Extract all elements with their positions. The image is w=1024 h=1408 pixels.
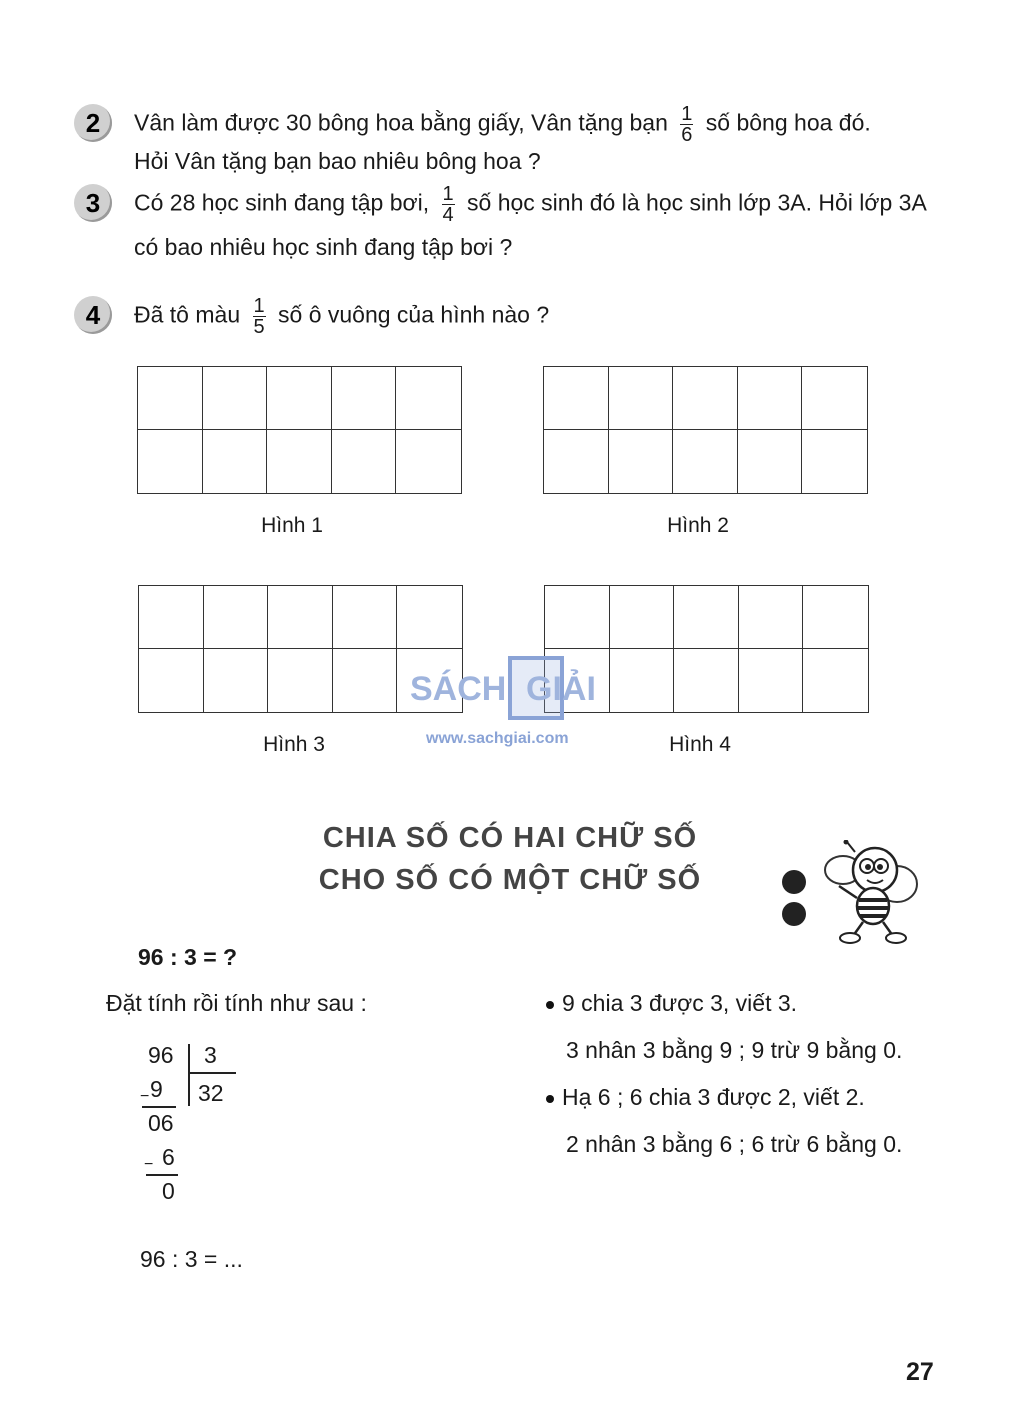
grid-figure-2 <box>543 366 868 494</box>
remainder-1: 06 <box>148 1110 174 1136</box>
subtraction-line-1 <box>142 1106 176 1108</box>
grid-cell <box>738 367 803 430</box>
grid-cell <box>544 430 609 493</box>
fraction-numerator: 1 <box>442 183 454 205</box>
grid-cell <box>204 586 269 649</box>
figure-label-2: Hình 2 <box>667 514 729 537</box>
long-division <box>140 1040 250 1210</box>
grid-cell <box>396 367 461 430</box>
grid-cell <box>803 586 868 649</box>
grid-cell <box>610 649 675 712</box>
exercise-line1-pre: Có 28 học sinh đang tập bơi, <box>134 189 430 216</box>
watermark-url: www.sachgiai.com <box>426 730 569 747</box>
figure-label-4: Hình 4 <box>669 733 731 756</box>
grid-cell <box>673 367 738 430</box>
exercise-line1-pre: Vân làm được 30 bông hoa bằng giấy, Vân tặng bạn <box>134 109 668 136</box>
page-number: 27 <box>906 1358 934 1386</box>
grid-cell <box>333 586 398 649</box>
grid-cell <box>332 430 397 493</box>
grid-cell <box>204 649 269 712</box>
explanation-text: 9 chia 3 được 3, viết 3. <box>562 990 798 1016</box>
exercise-line1-post: số ô vuông của hình nào ? <box>278 301 550 328</box>
grid-cell <box>802 430 867 493</box>
quotient: 32 <box>198 1080 224 1106</box>
grid-cell <box>802 367 867 430</box>
exercise-line1-post: số bông hoa đó. <box>705 109 871 136</box>
division-horizontal-line <box>188 1072 236 1074</box>
subtract-step-2: 6 <box>162 1144 175 1170</box>
grid-cell <box>610 586 675 649</box>
figure-label-3: Hình 3 <box>263 733 325 756</box>
grid-cell <box>609 367 674 430</box>
minus-sign-1: − <box>140 1088 150 1105</box>
fraction-numerator: 1 <box>253 295 265 317</box>
fraction <box>253 296 266 337</box>
exercise-line1-post: số học sinh đó là học sinh lớp 3A. Hỏi lớp 3A <box>467 189 927 216</box>
grid-cell <box>739 649 804 712</box>
dividend: 96 <box>148 1042 174 1068</box>
fraction-numerator: 1 <box>681 103 693 125</box>
subtract-step-1: 9 <box>150 1076 163 1102</box>
grid-cell <box>674 649 739 712</box>
divisor: 3 <box>204 1042 217 1068</box>
minus-sign-2: − <box>144 1156 154 1173</box>
exercise-number-badge: 3 <box>74 184 112 222</box>
exercise-text <box>134 184 944 263</box>
watermark-logo <box>408 656 618 748</box>
bullet-dot-icon <box>546 1001 554 1009</box>
example-question: 96 : 3 = ? <box>138 944 238 970</box>
exercise-number-badge: 4 <box>74 296 112 334</box>
remainder-2: 0 <box>162 1178 175 1204</box>
grid-cell <box>739 586 804 649</box>
watermark-text-left: SÁCH <box>410 670 507 708</box>
exercise-line1-pre: Đã tô màu <box>134 301 241 328</box>
example-result: 96 : 3 = ... <box>140 1246 243 1272</box>
grid-cell <box>544 367 609 430</box>
grid-cell <box>268 649 333 712</box>
exercise-text <box>134 296 944 337</box>
fraction-denominator: 4 <box>442 204 454 226</box>
division-vertical-line <box>188 1044 190 1106</box>
grid-cell <box>203 367 268 430</box>
grid-cell <box>545 586 610 649</box>
grid-cell <box>138 430 203 493</box>
exercise-3 <box>74 184 944 268</box>
explanation-2 <box>566 1037 902 1064</box>
fraction-denominator: 6 <box>681 124 693 146</box>
fraction <box>680 104 693 145</box>
grid-cell <box>138 367 203 430</box>
bee-mascot-icon <box>775 840 925 945</box>
subtraction-line-2 <box>146 1174 178 1176</box>
exercise-4 <box>74 296 944 346</box>
explanation-text: 2 nhân 3 bằng 6 ; 6 trừ 6 bằng 0. <box>566 1131 903 1157</box>
bullet-dot-icon <box>546 1095 554 1103</box>
grid-cell <box>397 586 462 649</box>
grid-cell <box>396 430 461 493</box>
fraction <box>442 184 455 225</box>
grid-cell <box>139 586 204 649</box>
grid-cell <box>674 586 739 649</box>
explanation-4 <box>566 1131 902 1158</box>
grid-cell <box>203 430 268 493</box>
watermark-text-right: GIẢI <box>526 670 596 708</box>
grid-cell <box>267 367 332 430</box>
explanation-text: Hạ 6 ; 6 chia 3 được 2, viết 2. <box>562 1084 865 1110</box>
grid-figure-1 <box>137 366 462 494</box>
section-title-line2: CHO SỐ CÓ MỘT CHỮ SỐ <box>318 864 702 896</box>
explanation-3 <box>546 1084 865 1111</box>
grid-cell <box>333 649 398 712</box>
section-title-line1: CHIA SỐ CÓ HAI CHỮ SỐ <box>322 822 698 854</box>
exercise-line2: có bao nhiêu học sinh đang tập bơi ? <box>134 234 513 260</box>
explanation-1 <box>546 990 797 1017</box>
exercise-2 <box>74 104 944 174</box>
figure-label-1: Hình 1 <box>261 514 323 537</box>
grid-cell <box>332 367 397 430</box>
exercise-number-badge: 2 <box>74 104 112 142</box>
grid-cell <box>673 430 738 493</box>
exercise-line2: Hỏi Vân tặng bạn bao nhiêu bông hoa ? <box>134 148 541 174</box>
grid-cell <box>267 430 332 493</box>
grid-cell <box>268 586 333 649</box>
example-instruction: Đặt tính rồi tính như sau : <box>106 990 367 1016</box>
fraction-denominator: 5 <box>253 316 265 338</box>
grid-cell <box>609 430 674 493</box>
grid-cell <box>738 430 803 493</box>
exercise-text <box>134 104 944 177</box>
grid-cell <box>139 649 204 712</box>
grid-cell <box>803 649 868 712</box>
explanation-text: 3 nhân 3 bằng 9 ; 9 trừ 9 bằng 0. <box>566 1037 903 1063</box>
